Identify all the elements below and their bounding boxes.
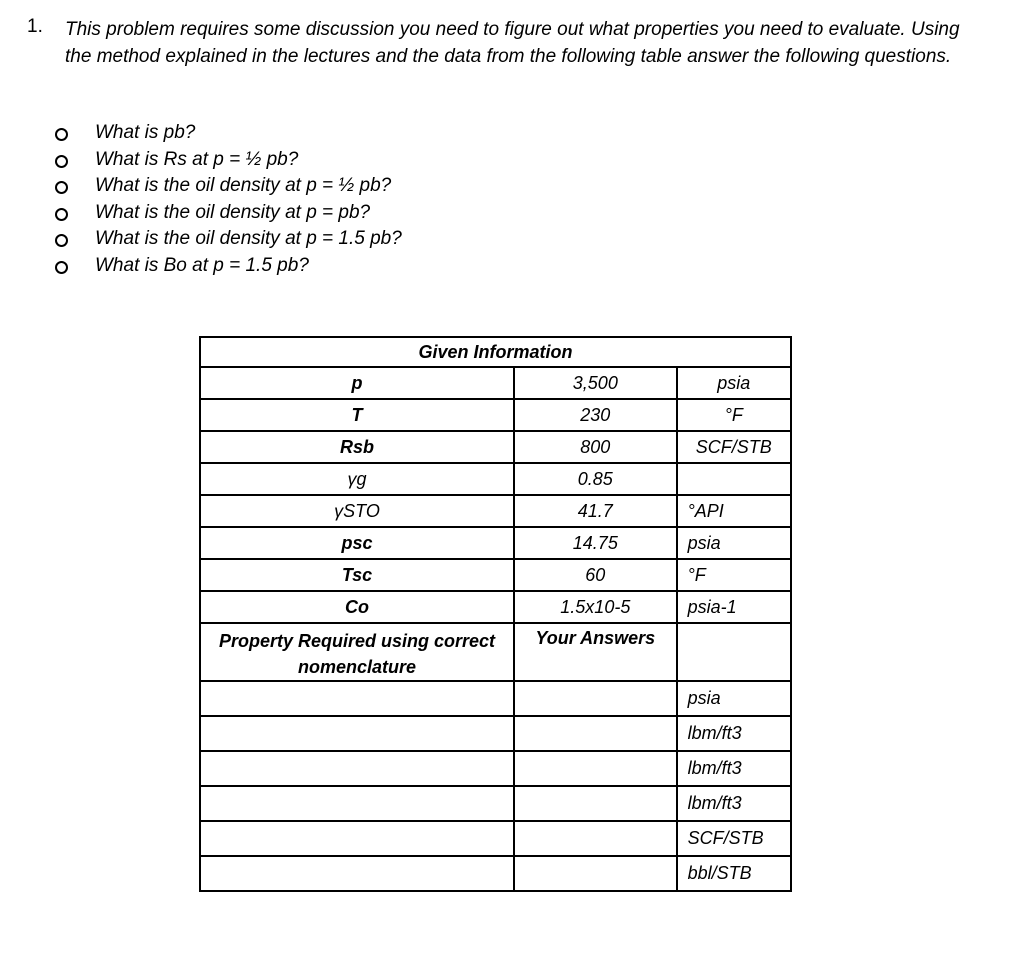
answer-input-cell[interactable] xyxy=(514,786,677,821)
unit-cell: psia xyxy=(677,367,791,399)
answers-header-row xyxy=(200,623,791,681)
question-number: 1. xyxy=(27,16,43,37)
value-cell: 14.75 xyxy=(514,527,677,559)
bullet-icon xyxy=(55,208,68,221)
table-row xyxy=(200,367,791,399)
value-cell: 230 xyxy=(514,399,677,431)
table-row xyxy=(200,591,791,623)
question-text: What is the oil density at p = pb? xyxy=(95,201,371,223)
unit-cell: SCF/STB xyxy=(677,431,791,463)
value-cell: 0.85 xyxy=(514,463,677,495)
bullet-icon xyxy=(55,128,68,141)
table-row xyxy=(200,681,791,716)
table-row xyxy=(200,786,791,821)
unit-cell: psia xyxy=(677,527,791,559)
unit-cell: psia-1 xyxy=(677,591,791,623)
table-row xyxy=(200,716,791,751)
property-input-cell[interactable] xyxy=(200,821,514,856)
given-information-table xyxy=(199,336,792,892)
unit-cell xyxy=(677,463,791,495)
symbol-cell: psc xyxy=(200,527,514,559)
table-row xyxy=(200,463,791,495)
table-row xyxy=(200,856,791,891)
unit-cell xyxy=(677,623,791,681)
unit-cell: psia xyxy=(677,681,791,716)
symbol-cell: Tsc xyxy=(200,559,514,591)
symbol-cell: Co xyxy=(200,591,514,623)
property-input-cell[interactable] xyxy=(200,716,514,751)
unit-cell: SCF/STB xyxy=(677,821,791,856)
question-text: What is the oil density at p = ½ pb? xyxy=(95,175,392,197)
property-input-cell[interactable] xyxy=(200,681,514,716)
answer-input-cell[interactable] xyxy=(514,856,677,891)
property-input-cell[interactable] xyxy=(200,786,514,821)
question-text: What is Rs at p = ½ pb? xyxy=(95,148,299,170)
unit-cell: lbm/ft3 xyxy=(677,786,791,821)
symbol-cell: γg xyxy=(200,463,514,495)
unit-cell: bbl/STB xyxy=(677,856,791,891)
question-text: What is Bo at p = 1.5 pb? xyxy=(95,254,309,276)
value-cell: 41.7 xyxy=(514,495,677,527)
bullet-icon xyxy=(55,261,68,274)
table-row xyxy=(200,821,791,856)
question-intro: This problem requires some discussion you need to figure out what properties you need to evaluate. Using the method explained in the lectures and the data from the following table answer the following questions. xyxy=(65,19,960,67)
answer-input-cell[interactable] xyxy=(514,821,677,856)
table-row xyxy=(200,431,791,463)
question-text: What is pb? xyxy=(95,122,196,143)
value-cell: 60 xyxy=(514,559,677,591)
table-header: Given Information xyxy=(200,337,791,367)
table-row xyxy=(200,495,791,527)
property-input-cell[interactable] xyxy=(200,751,514,786)
answer-input-cell[interactable] xyxy=(514,751,677,786)
bullet-icon xyxy=(55,181,68,194)
symbol-cell: Rsb xyxy=(200,431,514,463)
unit-cell: °API xyxy=(677,495,791,527)
your-answers-header: Your Answers xyxy=(514,623,677,681)
question-text: What is the oil density at p = 1.5 pb? xyxy=(95,228,402,250)
unit-cell: °F xyxy=(677,559,791,591)
value-cell: 1.5x10-5 xyxy=(514,591,677,623)
table-row xyxy=(200,559,791,591)
bullet-icon xyxy=(55,234,68,247)
property-required-header: Property Required using correct nomenclature xyxy=(200,623,514,681)
unit-cell: lbm/ft3 xyxy=(677,716,791,751)
value-cell: 800 xyxy=(514,431,677,463)
table-header-row xyxy=(200,337,791,367)
bullet-icon xyxy=(55,155,68,168)
property-input-cell[interactable] xyxy=(200,856,514,891)
table-row xyxy=(200,399,791,431)
value-cell: 3,500 xyxy=(514,367,677,399)
symbol-cell: p xyxy=(200,367,514,399)
symbol-cell: T xyxy=(200,399,514,431)
unit-cell: lbm/ft3 xyxy=(677,751,791,786)
table-row xyxy=(200,527,791,559)
answer-input-cell[interactable] xyxy=(514,681,677,716)
symbol-cell: γSTO xyxy=(200,495,514,527)
answer-input-cell[interactable] xyxy=(514,716,677,751)
unit-cell: °F xyxy=(677,399,791,431)
table-row xyxy=(200,751,791,786)
